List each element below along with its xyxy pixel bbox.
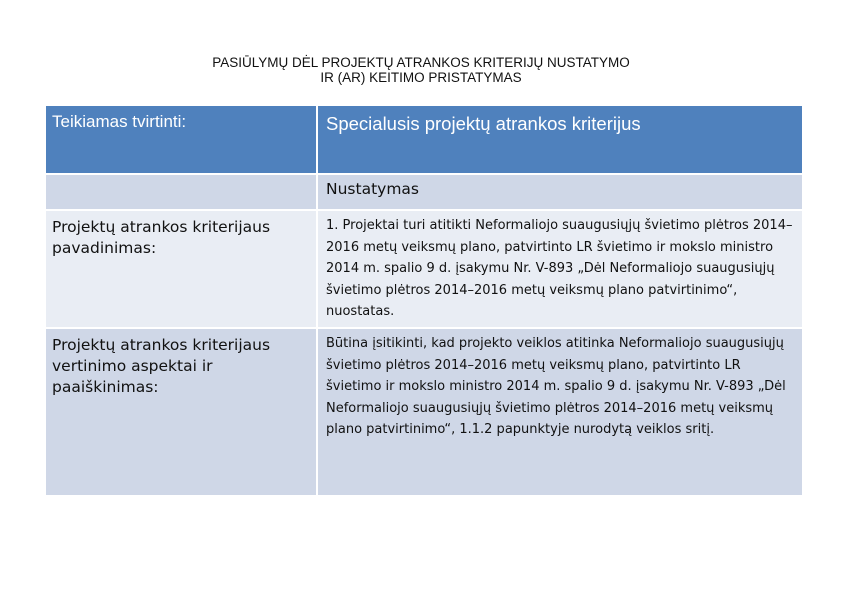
row-value-criterion-name: 1. Projektai turi atitikti Neformaliojo suaugusiųjų švietimo plėtros 2014–2016 metų veiksmų plano, patvirtinto LR švietimo ir mokslo ministro 2014 m. spalio 9 d. įsakymu Nr. V-893 „Dėl Neformaliojo suaugusiųjų švietimo plėtros 2014–2016 metų veiksmų plano patvirtinimo“, nuostatas. [317, 210, 803, 328]
table-row [45, 328, 803, 496]
table-row [45, 210, 803, 328]
row-value-evaluation-aspects: Būtina įsitikinti, kad projekto veiklos atitinka Neformaliojo suaugusiųjų švietimo plėtros 2014–2016 metų veiksmų plano, patvirtinto LR švietimo ir mokslo ministro 2014 m. spalio 9 d. įsakymu Nr. V-893 „Dėl Neformaliojo suaugusiųjų švietimo plėtros 2014–2016 metų veiksmų plano patvirtinimo“, 1.1.2 papunktyje nurodytą veiklos sritį. [317, 328, 803, 496]
document-title [0, 55, 842, 85]
subheader-empty-cell [45, 174, 317, 210]
row-label-evaluation-aspects: Projektų atrankos kriterijaus vertinimo aspektai ir paaiškinimas: [45, 328, 317, 496]
subheader-action: Nustatymas [317, 174, 803, 210]
table-subheader-row [45, 174, 803, 210]
document-title-line-1: PASIŪLYMŲ DĖL PROJEKTŲ ATRANKOS KRITERIJŲ NUSTATYMO [212, 55, 630, 70]
criteria-table [44, 104, 804, 497]
document-title-line-2: IR (AR) KEITIMO PRISTATYMAS [320, 70, 522, 85]
table-header-row [45, 105, 803, 174]
header-submitted-label: Teikiamas tvirtinti: [45, 105, 317, 174]
header-criterion-type: Specialusis projektų atrankos kriterijus [317, 105, 803, 174]
row-label-criterion-name: Projektų atrankos kriterijaus pavadinimas: [45, 210, 317, 328]
